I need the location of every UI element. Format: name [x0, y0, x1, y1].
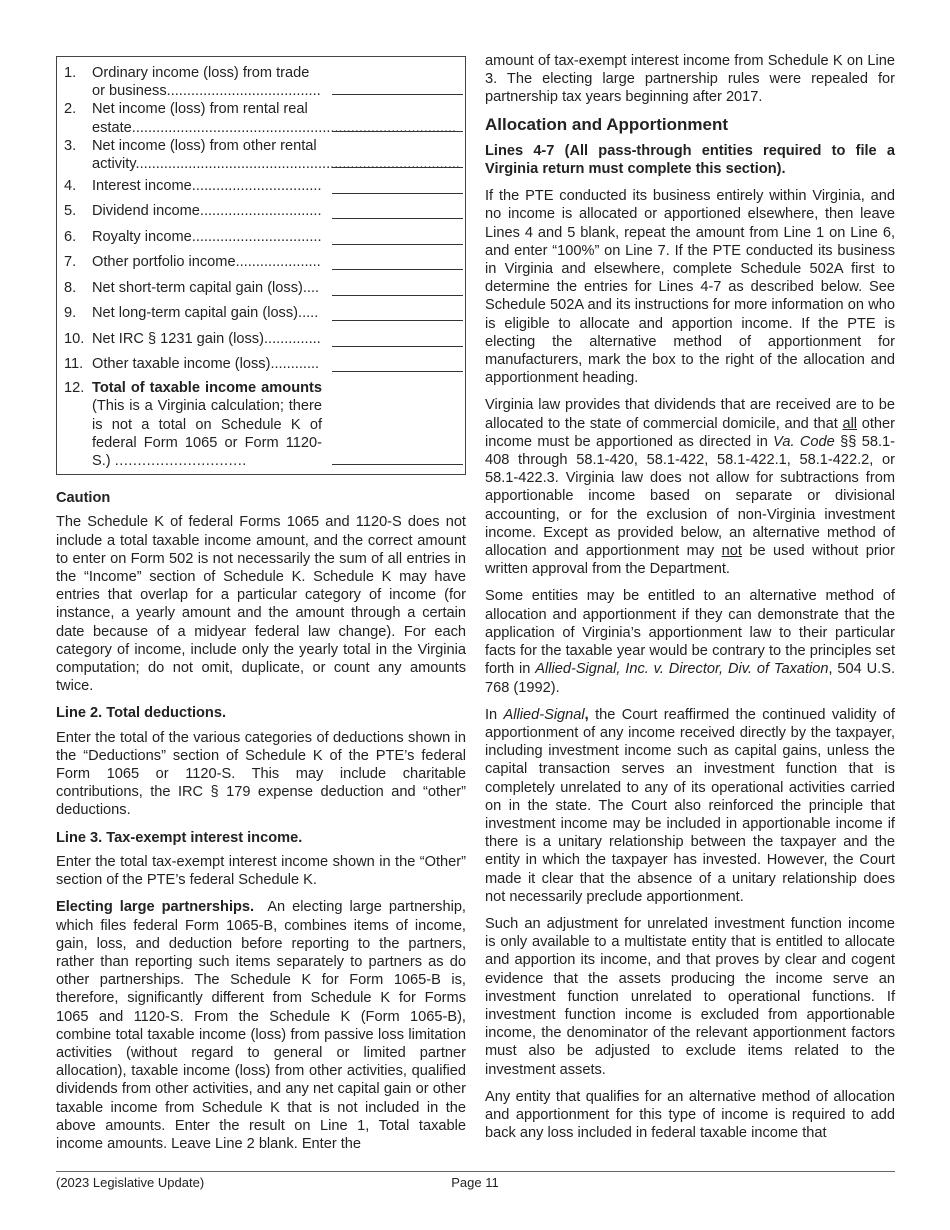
line-entry-blank	[332, 130, 463, 132]
line3-text: Enter the total tax-exempt interest income shown in the “Other” section of the PTE’s federal Schedule K.	[56, 853, 466, 889]
line-number: 1.	[64, 65, 77, 81]
income-line-row	[57, 137, 465, 173]
alloc-paragraph-6: Any entity that qualifies for an alternative method of allocation and apportionment for this type of income is required to add back any loss included in federal taxable income that	[485, 1088, 895, 1142]
income-line-row	[57, 275, 465, 301]
elp-text: An electing large partnership, which files federal Form 1065-B, combines items of income, gain, loss, and deduction before reporting to the partners, rather than reporting such items separately to partners as do other partnerships. The Schedule K for Form 1065-B is, therefore, significantly different from Schedule K for Forms 1065 and 1120-S. From the Schedule K (Form 1065-B), combine total taxable income (loss) from passive loss limitation activities (without regard to general or limited partner allocation), taxable income (loss) from other activities, qualified dividends from other activities, and any net capital gain or other taxable income from Schedule K that is not included in the above amounts. Enter the result on Line 1, Total taxable income amounts. Leave Line 2 blank. Enter the	[56, 899, 466, 1152]
left-column	[56, 52, 466, 1162]
line-entry-blank	[332, 93, 463, 95]
line-entry-blank	[332, 319, 463, 321]
income-lines-table	[56, 56, 466, 475]
line-entry-blank	[332, 217, 463, 219]
line2-text: Enter the total of the various categories of deductions shown in the “Deductions” section of Schedule K of the PTE’s federal Form 1065 or 1120-S. This may include charitable contributions, the IRC § 179 expense deduction and “other” deductions.	[56, 729, 466, 819]
alloc-paragraph-2	[485, 396, 895, 578]
p2-part: other income must be apportioned as directed in	[485, 415, 895, 450]
line-number: 3.	[64, 137, 77, 154]
dot-leader: ..............................	[199, 203, 322, 220]
line-number: 10.	[64, 330, 85, 347]
line-entry-blank	[332, 345, 463, 347]
line-12-note: (This is a Virginia calculation; there is not a total on Schedule K of federal Form 1065 or Form 1120-S.)	[92, 398, 322, 470]
p2-all: all	[842, 415, 858, 432]
line-label: Ordinary income (loss) from trade or business	[92, 65, 310, 100]
p4-part: the Court reaffirmed the continued validity of apportionment of any income received directly by the taxpayer, including investment income such as capital gains, unless the capital transaction serves an investment function that is completely unrelated to any of its operational activities carried on in the state. The Court also reinforced the principle that investment income may be included in apportionable income if there is a unitary relationship between the taxpayer and the entity in which the taxpayer has invested. However, the Court made it clear that the absence of a unitary relationship does not necessarily preclude apportionment.	[485, 706, 895, 905]
line2-heading: Line 2. Total deductions.	[56, 705, 227, 722]
dot-leader: ....	[302, 279, 320, 296]
alloc-heading: Allocation and Apportionment	[485, 114, 729, 134]
line-12-blank	[332, 463, 463, 465]
line-number: 11.	[64, 356, 84, 373]
caution-text: The Schedule K of federal Forms 1065 and 1120-S does not include a total taxable income amount, and the correct amount to enter on Form 502 is not necessarily the sum of all entries in the “Income” section of Schedule K. Schedule K may have entries that overlap for a particular category of income (for instance, a yearly amount and the amount through a certain date because of a midyear federal law change). For each category of income, include only the yearly total in the Virginia computation; do not omit, duplicate, or count any amounts twice.	[56, 514, 466, 695]
line-number: 2.	[64, 101, 77, 118]
line-entry-blank	[332, 243, 463, 245]
dot-leader: .....	[298, 305, 319, 322]
income-line-row	[57, 250, 465, 276]
line-label: Other taxable income (loss)	[92, 356, 271, 373]
elp-heading: Electing large partnerships.	[56, 899, 255, 916]
income-line-row	[57, 352, 465, 378]
line-number: 12.	[64, 380, 85, 397]
dot-leader: ................................................................................	[135, 156, 460, 173]
p3-part: Some entities may be entitled to an alternative method of allocation and apportionment if they can demonstrate that the application of Virginia’s apportionment law to their particular facts for the taxable year would be contrary to the principles set forth in	[485, 588, 895, 678]
alloc-paragraph-4	[485, 706, 895, 906]
p4-case: Allied-Signal	[503, 706, 585, 723]
line-12-label: Total of taxable income amounts	[92, 380, 322, 397]
p2-part: be used without prior written approval from the Department.	[485, 543, 895, 578]
caution-heading: Caution	[56, 490, 111, 507]
income-line-row	[57, 199, 465, 225]
line-label: Net short-term capital gain (loss)	[92, 279, 303, 296]
dot-leader: ..............	[263, 330, 321, 347]
line-12-row: 12. Total of taxable income amounts (This is a Virginia calculation; there is not a total on Schedule K of federal Form 1065 or Form 1120-S.) .............................	[57, 379, 465, 470]
elp-paragraph	[56, 898, 466, 1153]
line-number: 6.	[64, 228, 77, 245]
footer-edition: (2023 Legislative Update)	[56, 1175, 205, 1190]
p2-part: Virginia law provides that dividends that are received are to be allocated to the state of commercial domicile, and that	[485, 397, 895, 432]
alloc-paragraph-3	[485, 587, 895, 696]
income-line-row	[57, 173, 465, 199]
alloc-paragraph-1: If the PTE conducted its business entirely within Virginia, and no income is allocated or apportioned elsewhere, then leave Lines 4 and 5 blank, repeat the amount from Line 1 on Line 6, and enter “100%” on Line 7. If the PTE conducted its business in Virginia and elsewhere, complete Schedule 502A first to determine the entries for Lines 4-7 as described below. See Schedule 502A and its instructions for more information on who is eligible to allocate and apportion income. If the PTE is electing the alternative method of apportionment for manufacturers, mark the box to the right of the allocation and apportionment heading.	[485, 188, 895, 387]
line-entry-blank	[332, 166, 463, 168]
income-line-row	[57, 326, 465, 352]
income-line-row	[57, 301, 465, 327]
line-label: Other portfolio income	[92, 254, 236, 271]
line-number: 7.	[64, 254, 77, 271]
income-line-row	[57, 100, 465, 136]
footer-divider	[56, 1171, 895, 1172]
line-entry-blank	[332, 268, 463, 270]
line-number: 8.	[64, 279, 77, 296]
line-label: Dividend income	[92, 203, 200, 220]
right-column	[485, 52, 895, 1151]
income-line-row	[57, 64, 465, 100]
line-label: Royalty income	[92, 228, 192, 245]
continued-text: amount of tax-exempt interest income from Schedule K on Line 3. The electing large partnership rules were repealed for partnership tax years beginning after 2017.	[485, 53, 895, 106]
p4-part: In	[485, 706, 504, 723]
p2-not: not	[721, 543, 742, 560]
income-line-row	[57, 224, 465, 250]
line-number: 9.	[64, 305, 77, 322]
line-label: Net long-term capital gain (loss)	[92, 305, 299, 322]
p3-case: Allied-Signal, Inc. v. Director, Div. of Taxation	[535, 661, 829, 678]
line3-heading: Line 3. Tax-exempt interest income.	[56, 829, 303, 846]
line-label: Net IRC § 1231 gain (loss)	[92, 330, 264, 347]
dot-leader: ............	[270, 356, 320, 373]
dot-leader: ................................	[191, 177, 322, 194]
p4-comma: ,	[584, 706, 589, 723]
dot-leader: ......................................	[166, 83, 321, 100]
p2-part: §§ 58.1-408 through 58.1-420, 58.1-422, 58.1-422.1, 58.1-422.2, or 58.1-422.3. Virginia law does not allow for subtractions from apportionable income based on separate or divisional accounting, or for the exclusion of non-Virginia investment income. Except as provided below, an alternative method of allocation and apportionment may	[485, 433, 895, 560]
p2-code: Va. Code	[773, 433, 835, 450]
lines47-heading: Lines 4-7 (All pass-through entities required to file a Virginia return must complete this section).	[485, 142, 895, 178]
dot-leader: ................................................................................	[131, 119, 457, 136]
line-number: 5.	[64, 203, 77, 220]
line-entry-blank	[332, 294, 463, 296]
line-number: 4.	[64, 177, 77, 194]
line-label: Net income (loss) from rental real estate	[92, 101, 308, 136]
alloc-paragraph-5: Such an adjustment for unrelated investment function income is only available to a multistate entity that is entitled to allocate and apportion its income, and that proves by clear and cogent evidence that the assets producing the income serve an investment function unrelated to operational functions. If investment function income is excluded from apportionable income, the denominator of the relevant apportionment factors must also be adjusted to exclude items related to the investment assets.	[485, 915, 895, 1078]
dot-leader: .....................	[235, 254, 321, 271]
line-label: Interest income	[92, 177, 192, 194]
line-entry-blank	[332, 192, 463, 194]
p3-part: , 504 U.S. 768 (1992).	[485, 661, 895, 696]
page-number: Page 11	[451, 1175, 499, 1190]
line-label: Net income (loss) from other rental activity	[92, 137, 317, 173]
dot-leader: ................................	[191, 228, 322, 245]
line-entry-blank	[332, 370, 463, 372]
